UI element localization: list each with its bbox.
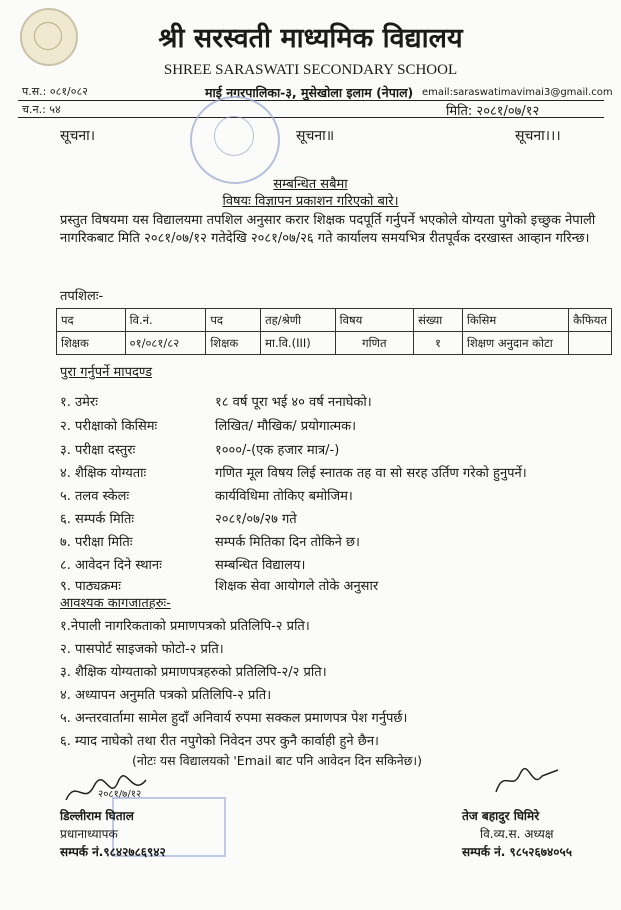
chairperson-title: वि.व्य.स. अध्यक्ष [480,827,554,841]
table-header-cell: वि.नं. [125,309,206,332]
table-cell: गणित [335,332,413,355]
criteria-value: सम्पर्क मितिका दिन तोकिने छ। [215,535,360,550]
fiscal-year: प.स.: ०८१/०८२ [22,85,88,98]
table-header-row [57,309,612,332]
handwritten-date: २०८१/७/१२ [98,789,142,800]
details-label: तपशिलः- [60,289,104,304]
table-cell: शिक्षण अनुदान कोटा [462,332,568,355]
header-divider-2 [18,117,604,118]
table-header-cell: तह/श्रेणी [261,309,336,332]
vacancy-table [56,308,612,355]
criteria-value: १८ वर्ष पूरा भई ४० वर्ष ननाघेको। [215,395,372,410]
principal-name: डिल्लीराम घिताल [60,809,134,823]
chairperson-signature [492,762,562,798]
school-name-english: SHREE SARASWATI SECONDARY SCHOOL [163,62,458,78]
document-item: २. पासपोर्ट साइजको फोटो-२ प्रति। [60,642,224,657]
document-item: ३. शैक्षिक योग्यताको प्रमाणपत्रहरुको प्रतिलिपि-२/२ प्रति। [60,665,327,680]
subject-line: विषयः विज्ञापन प्रकाशन गरिएको बारे। [222,194,399,209]
criteria-label: ३. परीक्षा दस्तुरः [60,443,136,458]
school-address: माई नगरपालिका-३, मुसेखोला इलाम (नेपाल) [205,85,414,100]
criteria-value: गणित मूल विषय लिई स्नातक तह वा सो सरह उर्तिण गरेको हुनुपर्ने। [215,466,527,481]
table-cell: शिक्षक [206,332,261,355]
criteria-value: १०००/-(एक हजार मात्र/-) [215,443,340,458]
criteria-label: ६. सम्पर्क मितिः [60,512,135,527]
table-row [57,332,612,355]
email-note: (नोटः यस विद्यालयको 'Email बाट पनि आवेदन दिन सकिनेछ।) [132,753,423,768]
chairperson-contact: सम्पर्क नं. ९८५२६७४०५५ [462,845,572,859]
table-header-cell: विषय [335,309,413,332]
criteria-value: सम्बन्धित विद्यालय। [215,558,306,573]
table-cell: मा.वि.(III) [261,332,336,355]
criteria-value: शिक्षक सेवा आयोगले तोके अनुसार [215,579,379,594]
school-name-nepali: श्री सरस्वती माध्यमिक विद्यालय [158,23,463,54]
table-cell: १ [414,332,463,355]
principal-contact: सम्पर्क नं.९८४२७८६९४२ [60,845,166,859]
school-email: email:saraswatimavimai3@gmail.com [422,87,613,98]
criteria-heading: पुरा गर्नुपर्ने मापदण्ड [60,365,153,380]
criteria-label: ८. आवेदन दिने स्थानः [60,558,162,573]
criteria-label: ७. परीक्षा मितिः [60,535,133,550]
criteria-label: ९. पाठ्यक्रमः [60,579,121,594]
table-cell: ०१/०८१/८२ [125,332,206,355]
table-header-cell: कैफियत [569,309,612,332]
notice-heading-3: सूचना।।। [515,128,561,144]
criteria-label: १. उमेरः [60,395,98,410]
document-item: ६. म्याद नाघेको तथा रीत नपुगेको निवेदन उपर कुनै कार्वाही हुने छैन। [60,734,379,749]
table-header-cell: पद [206,309,261,332]
addressee: सम्बन्धित सबैमा [273,177,348,192]
dispatch-number: च.न.: ५४ [22,103,61,116]
header-divider-1 [18,100,604,101]
document-item: ४. अध्यापन अनुमति पत्रको प्रतिलिपि-२ प्रति। [60,688,272,703]
intro-paragraph: प्रस्तुत विषयमा यस विद्यालयमा तपशिल अनुसार करार शिक्षक पदपूर्ति गर्नुपर्ने भएकोले योग्यता पुगेको इच्छुक नेपाली नागरिकबाट मिति २०८१/०७/१२ गतेदेखि २०८१/०७/२६ गते कार्यालय समयभित्र रीतपूर्वक दरखास्त आव्हान गरिन्छ। [60,213,596,246]
table-header-cell: किसिम [462,309,568,332]
notice-heading-1: सूचना। [60,128,96,144]
school-seal-stamp [190,96,280,184]
criteria-label: ४. शैक्षिक योग्यताः [60,466,147,481]
notice-heading-2: सूचना॥ [296,128,335,144]
table-header-cell: संख्या [414,309,463,332]
criteria-value: कार्यविधिमा तोकिए बमोजिम। [215,489,353,504]
documents-heading: आवश्यक कागजातहरुः- [60,596,171,611]
table-cell [569,332,612,355]
principal-title: प्रधानाध्यापक [60,827,118,841]
document-item: ५. अन्तरवार्तामा सामेल हुदाँ अनिवार्य रुपमा सक्कल प्रमाणपत्र पेश गर्नुपर्छ। [60,711,408,726]
criteria-value: २०८१/०७/२७ गते [215,512,297,527]
document-item: १.नेपाली नागरिकताको प्रमाणपत्रको प्रतिलिपि-२ प्रति। [60,619,310,634]
criteria-value: लिखित/ मौखिक/ प्रयोगात्मक। [215,419,357,434]
chairperson-name: तेज बहादुर घिमिरे [462,809,540,823]
criteria-label: २. परीक्षाको किसिमः [60,419,158,434]
table-header-cell: पद [57,309,126,332]
criteria-label: ५. तलव स्केलः [60,489,130,504]
letter-date: मिति: २०८१/०७/१२ [446,104,540,119]
table-cell: शिक्षक [57,332,126,355]
